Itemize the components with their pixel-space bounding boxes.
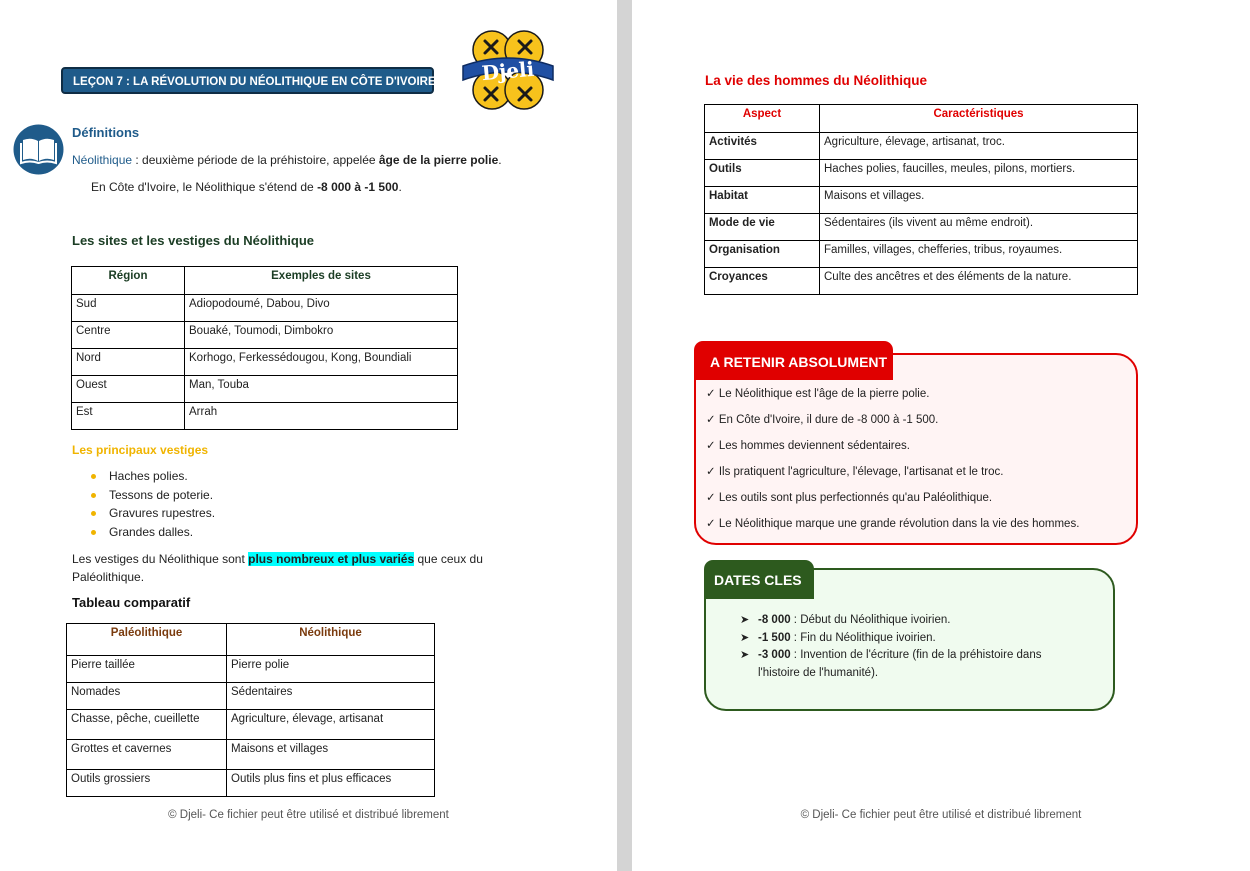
table-row bbox=[72, 376, 458, 403]
table-cell: Agriculture, élevage, artisanat, troc. bbox=[820, 133, 1138, 160]
definition-dates bbox=[91, 180, 402, 194]
table-row bbox=[705, 160, 1138, 187]
table-header-row bbox=[67, 624, 435, 656]
bullet-dot-icon bbox=[91, 530, 96, 535]
table-row bbox=[67, 770, 435, 797]
header-aspect: Aspect bbox=[705, 105, 820, 133]
table-cell: Culte des ancêtres et des éléments de la nature. bbox=[820, 268, 1138, 295]
bullet-dot-icon bbox=[91, 511, 96, 516]
table-cell: Pierre polie bbox=[227, 656, 435, 683]
table-row bbox=[705, 214, 1138, 241]
table-cell: Haches polies, faucilles, meules, pilons, mortiers. bbox=[820, 160, 1138, 187]
page-left bbox=[0, 0, 617, 871]
definition-bold: âge de la pierre polie bbox=[378, 153, 499, 167]
table-cell: Man, Touba bbox=[185, 376, 458, 403]
definition-end: . bbox=[498, 153, 502, 167]
compare-table bbox=[66, 623, 435, 797]
list-item: ✓ En Côte d'Ivoire, il dure de -8 000 à -1 500. bbox=[706, 414, 939, 426]
table-row bbox=[67, 740, 435, 770]
table-cell: Maisons et villages bbox=[227, 740, 435, 770]
vestiges-heading: Les principaux vestiges bbox=[72, 443, 209, 457]
table-cell: Chasse, pêche, cueillette bbox=[67, 710, 227, 740]
table-cell: Habitat bbox=[705, 187, 820, 214]
vie-heading: La vie des hommes du Néolithique bbox=[705, 73, 928, 88]
table-cell: Sud bbox=[72, 295, 185, 322]
date-value: -8 000 bbox=[758, 614, 791, 626]
table-row bbox=[705, 241, 1138, 268]
retenir-title: A RETENIR ABSOLUMENT bbox=[694, 341, 893, 380]
table-cell: Nomades bbox=[67, 683, 227, 710]
table-cell: Adiopodoumé, Dabou, Divo bbox=[185, 295, 458, 322]
table-row bbox=[705, 133, 1138, 160]
table-cell: Familles, villages, chefferies, tribus, royaumes. bbox=[820, 241, 1138, 268]
list-item bbox=[740, 630, 1070, 648]
table-row bbox=[72, 403, 458, 430]
compare-heading: Tableau comparatif bbox=[72, 595, 191, 610]
list-item bbox=[91, 504, 215, 523]
table-cell: Ouest bbox=[72, 376, 185, 403]
list-item: ✓ Le Néolithique est l'âge de la pierre polie. bbox=[706, 388, 930, 400]
page-right bbox=[632, 0, 1250, 871]
list-item bbox=[91, 467, 215, 486]
list-item: ✓ Ils pratiquent l'agriculture, l'élevage, l'artisanat et le troc. bbox=[706, 466, 1004, 478]
header-region: Région bbox=[72, 267, 185, 295]
table-cell: Nord bbox=[72, 349, 185, 376]
table-cell: Maisons et villages. bbox=[820, 187, 1138, 214]
list-item bbox=[91, 486, 215, 505]
dates-list bbox=[740, 612, 1070, 682]
date-value: -1 500 bbox=[758, 631, 791, 644]
table-cell: Arrah bbox=[185, 403, 458, 430]
sites-table bbox=[71, 266, 458, 430]
table-cell: Est bbox=[72, 403, 185, 430]
table-row bbox=[67, 683, 435, 710]
header-paleolithique: Paléolithique bbox=[67, 624, 227, 656]
sites-heading: Les sites et les vestiges du Néolithique bbox=[72, 233, 315, 248]
table-header-row bbox=[72, 267, 458, 295]
footer: © Djeli- Ce fichier peut être utilisé et distribué librement bbox=[168, 809, 449, 821]
bullet-dot-icon bbox=[91, 474, 96, 479]
table-row bbox=[72, 349, 458, 376]
definition-text: : deuxième période de la préhistoire, appelée bbox=[132, 153, 379, 167]
open-book-icon bbox=[13, 124, 64, 175]
list-item-text: Tessons de poterie. bbox=[109, 487, 214, 502]
logo-text: Djeli bbox=[480, 56, 536, 86]
retenir-list bbox=[706, 385, 1079, 541]
definition-neolithique bbox=[72, 153, 502, 167]
table-cell: Korhogo, Ferkessédougou, Kong, Boundiali bbox=[185, 349, 458, 376]
date-text: : Invention de l'écriture (fin de la préhistoire dans l'histoire de l'humanité). bbox=[758, 649, 1042, 679]
table-cell: Centre bbox=[72, 322, 185, 349]
header-sites: Exemples de sites bbox=[185, 267, 458, 295]
footer: © Djeli- Ce fichier peut être utilisé et distribué librement bbox=[800, 809, 1082, 821]
vestiges-para-end: que ceux du Paléolithique. bbox=[72, 552, 483, 584]
definitions-heading: Définitions bbox=[72, 125, 140, 140]
definition-dates-bold: -8 000 à -1 500 bbox=[317, 180, 399, 194]
definition-term: Néolithique bbox=[72, 153, 133, 167]
aspects-table bbox=[704, 104, 1138, 295]
list-item-text: Haches polies. bbox=[109, 469, 188, 483]
arrow-icon: ➤ bbox=[740, 649, 750, 661]
table-row bbox=[705, 268, 1138, 295]
dates-title: DATES CLES bbox=[704, 560, 814, 599]
djeli-logo bbox=[459, 28, 557, 112]
bullet-dot-icon bbox=[91, 493, 96, 498]
list-item-text: Grandes dalles. bbox=[109, 524, 194, 539]
table-row bbox=[67, 710, 435, 740]
lesson-title: LEÇON 7 : LA RÉVOLUTION DU NÉOLITHIQUE EN CÔTE D'IVOIRE bbox=[61, 67, 434, 94]
table-cell: Organisation bbox=[705, 241, 820, 268]
list-item bbox=[740, 612, 1070, 630]
vestiges-highlight: plus nombreux et plus variés bbox=[248, 552, 415, 566]
header-neolithique: Néolithique bbox=[227, 624, 435, 656]
definition-dates-text: En Côte d'Ivoire, le Néolithique s'étend de bbox=[91, 180, 318, 194]
vestiges-list bbox=[91, 467, 215, 541]
vestiges-paragraph bbox=[72, 550, 512, 586]
arrow-icon: ➤ bbox=[740, 614, 750, 626]
table-cell: Croyances bbox=[705, 268, 820, 295]
arrow-icon: ➤ bbox=[740, 631, 750, 644]
table-cell: Outils grossiers bbox=[67, 770, 227, 797]
list-item bbox=[91, 523, 215, 542]
vestiges-para-text: Les vestiges du Néolithique sont bbox=[72, 552, 249, 566]
table-row bbox=[72, 295, 458, 322]
table-cell: Sédentaires bbox=[227, 683, 435, 710]
table-cell: Bouaké, Toumodi, Dimbokro bbox=[185, 322, 458, 349]
table-row bbox=[72, 322, 458, 349]
table-cell: Activités bbox=[705, 133, 820, 160]
date-value: -3 000 bbox=[758, 649, 791, 661]
table-cell: Grottes et cavernes bbox=[67, 740, 227, 770]
table-cell: Agriculture, élevage, artisanat bbox=[227, 710, 435, 740]
table-cell: Mode de vie bbox=[705, 214, 820, 241]
table-cell: Sédentaires (ils vivent au même endroit). bbox=[820, 214, 1138, 241]
table-header-row bbox=[705, 105, 1138, 133]
date-text: : Début du Néolithique ivoirien. bbox=[790, 614, 951, 626]
list-item: ✓ Les hommes deviennent sédentaires. bbox=[706, 440, 910, 452]
table-cell: Outils plus fins et plus efficaces bbox=[227, 770, 435, 797]
table-cell: Pierre taillée bbox=[67, 656, 227, 683]
table-cell: Outils bbox=[705, 160, 820, 187]
table-row bbox=[705, 187, 1138, 214]
table-row bbox=[67, 656, 435, 683]
definition-dates-end: . bbox=[398, 180, 402, 194]
header-caracteristiques: Caractéristiques bbox=[820, 105, 1138, 133]
date-text: : Fin du Néolithique ivoirien. bbox=[790, 631, 936, 644]
list-item: ✓ Les outils sont plus perfectionnés qu'au Paléolithique. bbox=[706, 492, 993, 504]
list-item-text: Gravures rupestres. bbox=[109, 506, 216, 520]
list-item bbox=[740, 647, 1070, 682]
list-item: ✓ Le Néolithique marque une grande révolution dans la vie des hommes. bbox=[706, 518, 1080, 530]
